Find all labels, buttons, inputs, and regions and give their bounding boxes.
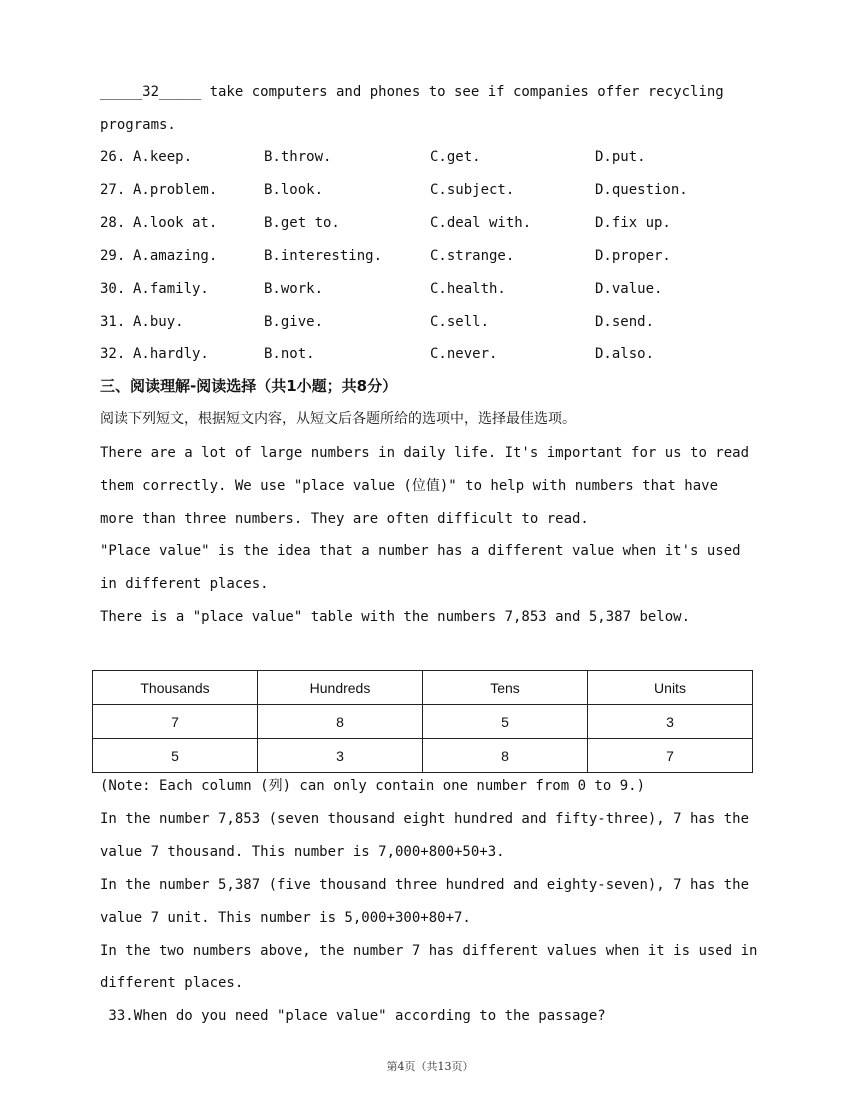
table-cell: 5 <box>423 705 588 739</box>
passage-line: In the number 7,853 (seven thousand eight hundred and fifty-three), 7 has the <box>100 811 750 827</box>
question-number: 28. <box>100 215 126 231</box>
option-a: A.buy. <box>133 314 184 330</box>
option-c: C.health. <box>430 281 506 297</box>
option-a: A.amazing. <box>133 248 218 264</box>
option-b: B.not. <box>264 346 315 362</box>
option-a: A.family. <box>133 281 209 297</box>
option-b: B.interesting. <box>264 248 383 264</box>
option-d: D.also. <box>595 346 655 362</box>
option-c: C.never. <box>430 346 498 362</box>
table-cell: 3 <box>258 739 423 773</box>
table-cell: 5 <box>93 739 258 773</box>
table-header-cell: Units <box>588 671 753 705</box>
option-c: C.deal with. <box>430 215 532 231</box>
passage-line: them correctly. We use "place value (位值)" to help with numbers that have <box>100 478 719 494</box>
note-line: (Note: Each column (列) can only contain one number from 0 to 9.) <box>100 778 646 794</box>
option-c: C.subject. <box>430 182 515 198</box>
table-cell: 8 <box>258 705 423 739</box>
instruction: 阅读下列短文，根据短文内容，从短文后各题所给的选项中，选择最佳选项。 <box>100 411 576 427</box>
question-number: 26. <box>100 149 126 165</box>
option-d: D.proper. <box>595 248 671 264</box>
question-number: 32. <box>100 346 126 362</box>
table-row <box>93 705 753 739</box>
table-header-cell: Thousands <box>93 671 258 705</box>
option-a: A.hardly. <box>133 346 209 362</box>
passage-line: value 7 unit. This number is 5,000+300+80+7. <box>100 910 471 926</box>
section-heading: 三、阅读理解-阅读选择（共1小题；共8分） <box>100 377 398 395</box>
option-d: D.fix up. <box>595 215 671 231</box>
passage-line: value 7 thousand. This number is 7,000+800+50+3. <box>100 844 505 860</box>
option-d: D.send. <box>595 314 655 330</box>
table-header-row <box>93 671 753 705</box>
option-b: B.give. <box>264 314 324 330</box>
option-c: C.strange. <box>430 248 515 264</box>
table-header-cell: Hundreds <box>258 671 423 705</box>
option-b: B.work. <box>264 281 324 297</box>
page-footer: 第4页（共13页） <box>386 1060 474 1073</box>
option-a: A.keep. <box>133 149 193 165</box>
table-cell: 3 <box>588 705 753 739</box>
table-cell: 7 <box>588 739 753 773</box>
passage-line: There is a "place value" table with the numbers 7,853 and 5,387 below. <box>100 609 691 625</box>
table-header-cell: Tens <box>423 671 588 705</box>
passage-line: in different places. <box>100 576 269 592</box>
passage-line: In the two numbers above, the number 7 has different values when it is used in <box>100 943 758 959</box>
passage-line: programs. <box>100 117 176 133</box>
passage-line: In the number 5,387 (five thousand three hundred and eighty-seven), 7 has the <box>100 877 750 893</box>
question-number: 31. <box>100 314 126 330</box>
option-c: C.get. <box>430 149 481 165</box>
table-cell: 8 <box>423 739 588 773</box>
passage-line: different places. <box>100 975 244 991</box>
passage-line: There are a lot of large numbers in daily life. It's important for us to read <box>100 445 750 461</box>
option-c: C.sell. <box>430 314 490 330</box>
table-cell: 7 <box>93 705 258 739</box>
table-row <box>93 739 753 773</box>
option-d: D.question. <box>595 182 688 198</box>
passage-line: "Place value" is the idea that a number has a different value when it's used <box>100 543 741 559</box>
option-d: D.put. <box>595 149 646 165</box>
option-b: B.look. <box>264 182 324 198</box>
passage-line: more than three numbers. They are often difficult to read. <box>100 511 589 527</box>
option-a: A.look at. <box>133 215 218 231</box>
question-number: 29. <box>100 248 126 264</box>
passage-line: _____32_____ take computers and phones to see if companies offer recycling <box>100 84 724 100</box>
option-b: B.throw. <box>264 149 332 165</box>
question-number: 27. <box>100 182 126 198</box>
question-33: 33.When do you need "place value" according to the passage? <box>100 1008 606 1024</box>
option-d: D.value. <box>595 281 663 297</box>
option-b: B.get to. <box>264 215 340 231</box>
question-number: 30. <box>100 281 126 297</box>
place-value-table <box>92 670 753 773</box>
option-a: A.problem. <box>133 182 218 198</box>
